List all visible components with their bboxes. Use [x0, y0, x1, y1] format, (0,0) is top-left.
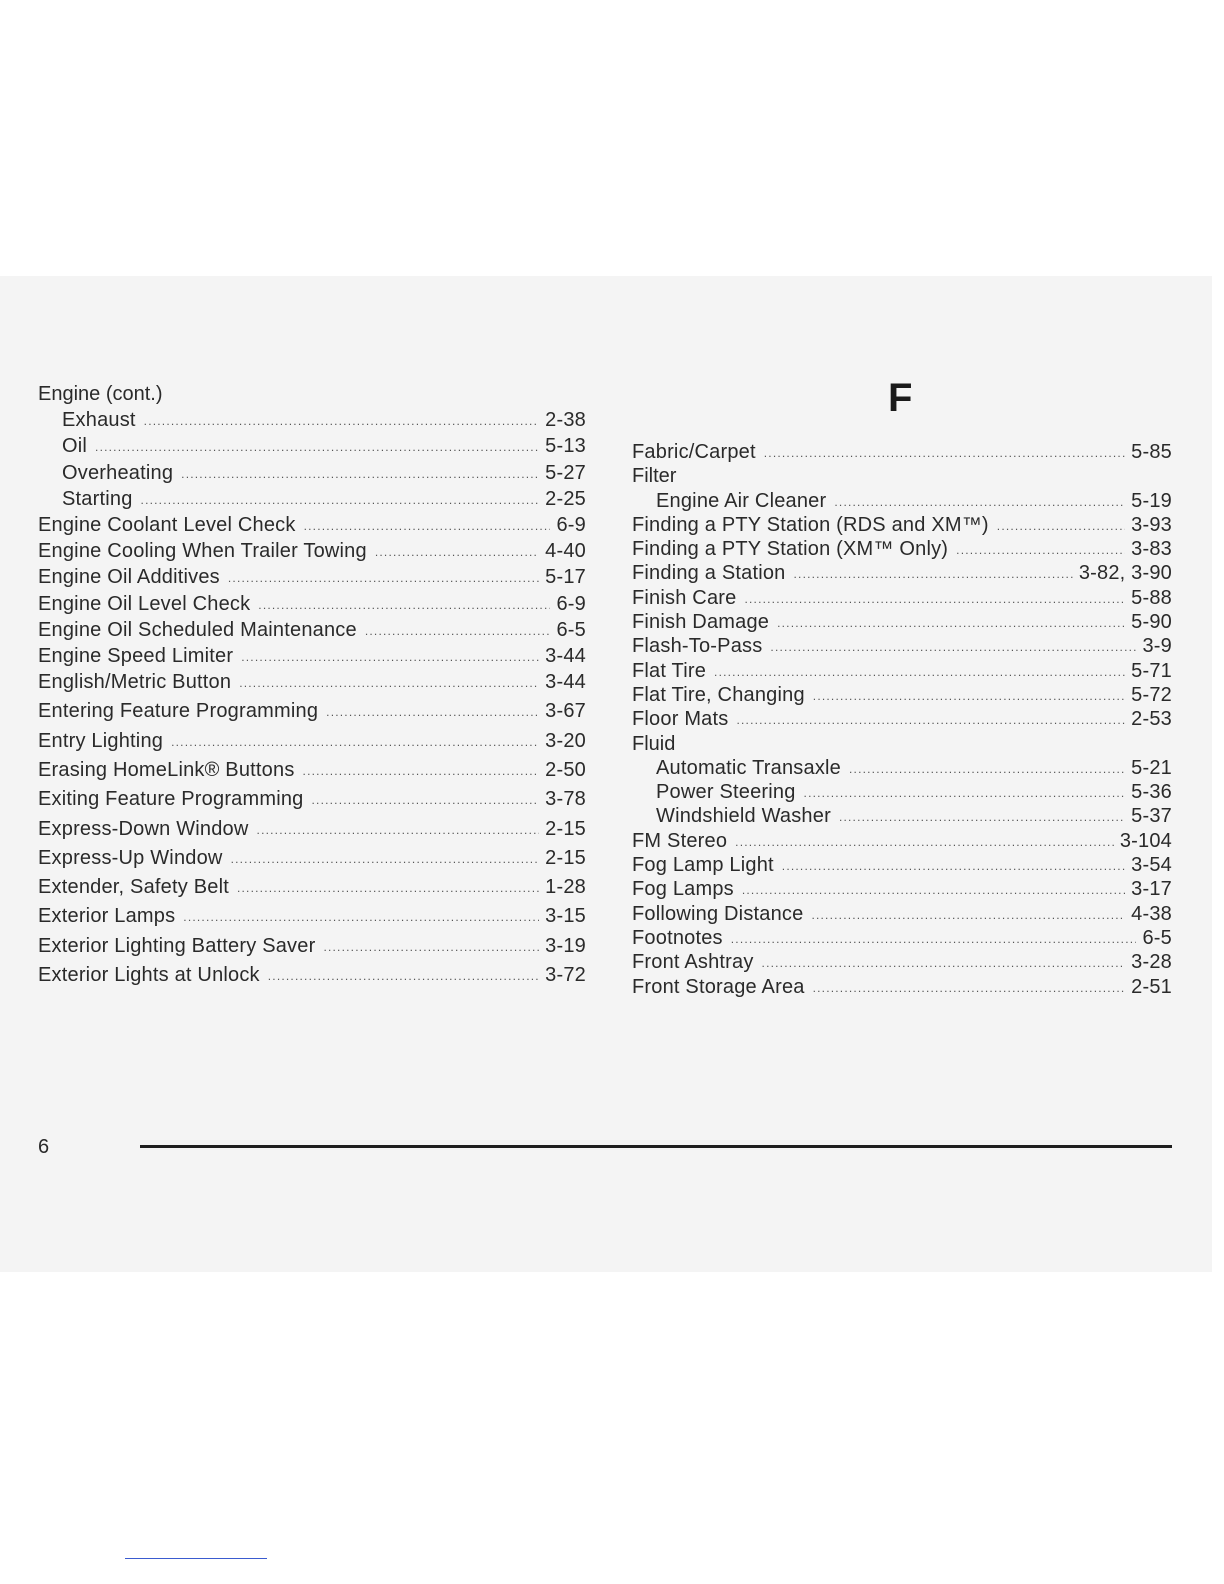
index-entry: Engine Oil Level Check ..... 6-9 — [38, 593, 586, 616]
index-entry: Finish Damage ..... 5-90 — [632, 611, 1172, 634]
index-entry: Footnotes ..... 6-5 — [632, 927, 1172, 950]
footer-rule — [140, 1145, 1172, 1148]
index-entry: FM Stereo ..... 3-104 — [632, 830, 1172, 853]
section-letter: F — [888, 376, 913, 420]
index-entry: Exiting Feature Programming ..... 3-78 — [38, 788, 586, 811]
index-entry: Finding a PTY Station (RDS and XM™) ..... 3-93 — [632, 514, 1172, 537]
index-entry: Engine Speed Limiter ..... 3-44 — [38, 645, 586, 668]
index-subentry: Starting ..... 2-25 — [38, 488, 586, 511]
index-entry: Engine Coolant Level Check ..... 6-9 — [38, 514, 586, 537]
index-entry: English/Metric Button ..... 3-44 — [38, 671, 586, 694]
index-subentry: Power Steering ..... 5-36 — [632, 781, 1172, 804]
index-entry: Fog Lamp Light ..... 3-54 — [632, 854, 1172, 877]
index-column-right — [632, 379, 1172, 1000]
index-page — [0, 276, 1212, 1272]
index-entry: Exterior Lamps ..... 3-15 — [38, 905, 586, 928]
index-entry: Express-Up Window ..... 2-15 — [38, 847, 586, 870]
index-entry: Flat Tire, Changing ..... 5-72 — [632, 684, 1172, 707]
index-entry: Flash-To-Pass ..... 3-9 — [632, 635, 1172, 658]
index-entry: Following Distance ..... 4-38 — [632, 903, 1172, 926]
index-heading-engine: Engine (cont.) — [38, 383, 163, 405]
index-entry: Finish Care ..... 5-88 — [632, 587, 1172, 610]
index-entry: Finding a Station ..... 3-82, 3-90 — [632, 562, 1172, 585]
index-entry: Front Ashtray ..... 3-28 — [632, 951, 1172, 974]
index-entry: Entry Lighting ..... 3-20 — [38, 730, 586, 753]
index-subentry: Exhaust ..... 2-38 — [38, 409, 586, 432]
index-entry: Engine Oil Additives ..... 5-17 — [38, 566, 586, 589]
page-number: 6 — [38, 1136, 50, 1158]
index-subentry: Automatic Transaxle ..... 5-21 — [632, 757, 1172, 780]
index-subentry: Windshield Washer ..... 5-37 — [632, 805, 1172, 828]
index-entry: Finding a PTY Station (XM™ Only) ..... 3-83 — [632, 538, 1172, 561]
index-subentry: Overheating ..... 5-27 — [38, 462, 586, 485]
index-column-left — [38, 383, 586, 993]
index-entry: Floor Mats ..... 2-53 — [632, 708, 1172, 731]
index-subentry: Oil ..... 5-13 — [38, 435, 586, 458]
index-entry: Express-Down Window ..... 2-15 — [38, 818, 586, 841]
index-heading-filter: Filter — [632, 465, 677, 488]
index-entry: Entering Feature Programming ..... 3-67 — [38, 700, 586, 723]
index-entry: Fog Lamps ..... 3-17 — [632, 878, 1172, 901]
index-entry: Fabric/Carpet ..... 5-85 — [632, 441, 1172, 464]
index-entry: Erasing HomeLink® Buttons ..... 2-50 — [38, 759, 586, 782]
index-entry: Engine Oil Scheduled Maintenance ..... 6-5 — [38, 619, 586, 642]
index-entry: Engine Cooling When Trailer Towing ..... 4-40 — [38, 540, 586, 563]
index-subentry: Engine Air Cleaner ..... 5-19 — [632, 490, 1172, 513]
index-entry: Extender, Safety Belt ..... 1-28 — [38, 876, 586, 899]
bottom-link-underline — [125, 1558, 267, 1559]
index-entry: Exterior Lighting Battery Saver ..... 3-19 — [38, 935, 586, 958]
index-entry: Front Storage Area ..... 2-51 — [632, 976, 1172, 999]
index-heading-fluid: Fluid — [632, 732, 676, 755]
index-entry: Exterior Lights at Unlock ..... 3-72 — [38, 964, 586, 987]
index-entry: Flat Tire ..... 5-71 — [632, 660, 1172, 683]
